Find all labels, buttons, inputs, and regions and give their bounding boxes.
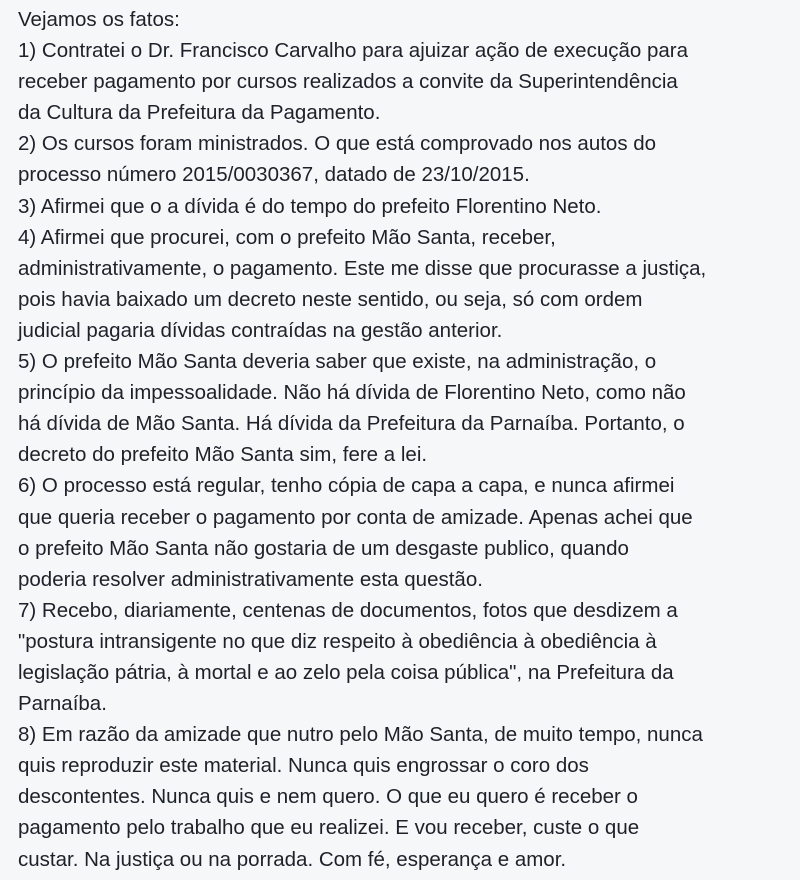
- post-line: que queria receber o pagamento por conta de amizade. Apenas achei que: [18, 505, 693, 529]
- post-line: 6) O processo está regular, tenho cópia de capa a capa, e nunca afirmei: [18, 474, 675, 498]
- post-line: descontentes. Nunca quis e nem quero. O que eu quero é receber o: [18, 785, 638, 809]
- post-line: custar. Na justiça ou na porrada. Com fé, esperança e amor.: [18, 847, 567, 871]
- post-line: 5) O prefeito Mão Santa deveria saber que existe, na administração, o: [18, 350, 657, 374]
- post-line: legislação pátria, à mortal e ao zelo pela coisa pública", na Prefeitura da: [18, 660, 674, 684]
- post-line: da Cultura da Prefeitura da Pagamento.: [18, 101, 381, 125]
- post-line: pagamento pelo trabalho que eu realizei. E vou receber, custe o que: [18, 816, 640, 840]
- post-line: 4) Afirmei que procurei, com o prefeito Mão Santa, receber,: [18, 225, 556, 249]
- post-line: Parnaíba.: [18, 692, 107, 716]
- post-line: administrativamente, o pagamento. Este me disse que procurasse a justiça,: [18, 256, 707, 280]
- post-line-intro: Vejamos os fatos:: [18, 8, 180, 31]
- post-line: o prefeito Mão Santa não gostaria de um desgaste publico, quando: [18, 536, 629, 560]
- post-line: 2) Os cursos foram ministrados. O que está comprovado nos autos do: [18, 132, 657, 156]
- post-line: 7) Recebo, diariamente, centenas de documentos, fotos que desdizem a: [18, 598, 678, 622]
- post-body: [18, 4, 796, 875]
- post-line: 8) Em razão da amizade que nutro pelo Mão Santa, de muito tempo, nunca: [18, 723, 703, 747]
- post-line: judicial pagaria dívidas contraídas na gestão anterior.: [18, 318, 503, 342]
- post-line: "postura intransigente no que diz respeito à obediência à obediência à: [18, 629, 657, 653]
- post-line: processo número 2015/0030367, datado de 23/10/2015.: [18, 163, 530, 187]
- post-line: 3) Afirmei que o a dívida é do tempo do prefeito Florentino Neto.: [18, 194, 602, 218]
- post-line: 1) Contratei o Dr. Francisco Carvalho para ajuizar ação de execução para: [18, 39, 689, 63]
- post-line: poderia resolver administrativamente esta questão.: [18, 567, 483, 591]
- post-line: receber pagamento por cursos realizados a convite da Superintendência: [18, 70, 678, 94]
- post-line: quis reproduzir este material. Nunca quis engrossar o coro dos: [18, 754, 589, 778]
- post-line: princípio da impessoalidade. Não há dívida de Florentino Neto, como não: [18, 381, 686, 405]
- post-line: pois havia baixado um decreto neste sentido, ou seja, só com ordem: [18, 287, 643, 311]
- post-line: decreto do prefeito Mão Santa sim, fere a lei.: [18, 443, 428, 467]
- post-line: há dívida de Mão Santa. Há dívida da Prefeitura da Parnaíba. Portanto, o: [18, 412, 685, 436]
